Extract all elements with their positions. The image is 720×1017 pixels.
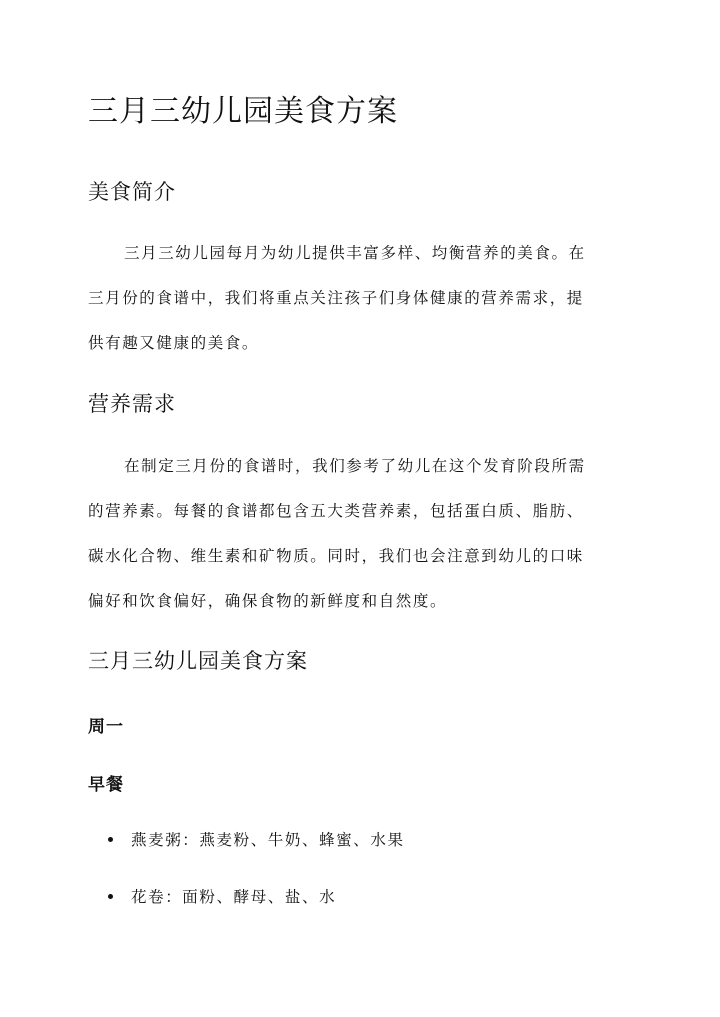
list-item (108, 828, 405, 850)
paragraph-line: 偏好和饮食偏好，确保食物的新鲜度和自然度。 (88, 592, 448, 610)
day-heading: 周一 (88, 717, 124, 737)
paragraph-line: 供有趣又健康的美食。 (88, 334, 260, 352)
paragraph-line: 三月三幼儿园每月为幼儿提供丰富多样、均衡营养的美食。在 (124, 244, 586, 262)
section-heading-plan: 三月三幼儿园美食方案 (88, 649, 308, 673)
paragraph-line: 碳水化合物、维生素和矿物质。同时，我们也会注意到幼儿的口味 (88, 547, 584, 565)
document-title: 三月三幼儿园美食方案 (88, 94, 398, 129)
section-heading-intro: 美食简介 (88, 180, 176, 204)
section-heading-nutrition: 营养需求 (88, 392, 176, 416)
meal-heading: 早餐 (88, 775, 124, 795)
list-item (108, 885, 336, 907)
section-nutrition-paragraph (88, 444, 636, 624)
list-item-text: 花卷：面粉、酵母、盐、水 (131, 888, 337, 906)
list-item-text: 燕麦粥：燕麦粉、牛奶、蜂蜜、水果 (131, 831, 405, 849)
paragraph-line: 三月份的食谱中，我们将重点关注孩子们身体健康的营养需求，提 (88, 289, 584, 307)
paragraph-line: 的营养素。每餐的食谱都包含五大类营养素，包括蛋白质、脂肪、 (88, 502, 584, 520)
paragraph-line: 在制定三月份的食谱时，我们参考了幼儿在这个发育阶段所需 (124, 457, 586, 475)
section-intro-paragraph (88, 231, 636, 366)
bullet-icon (108, 894, 113, 899)
bullet-icon (108, 837, 113, 842)
